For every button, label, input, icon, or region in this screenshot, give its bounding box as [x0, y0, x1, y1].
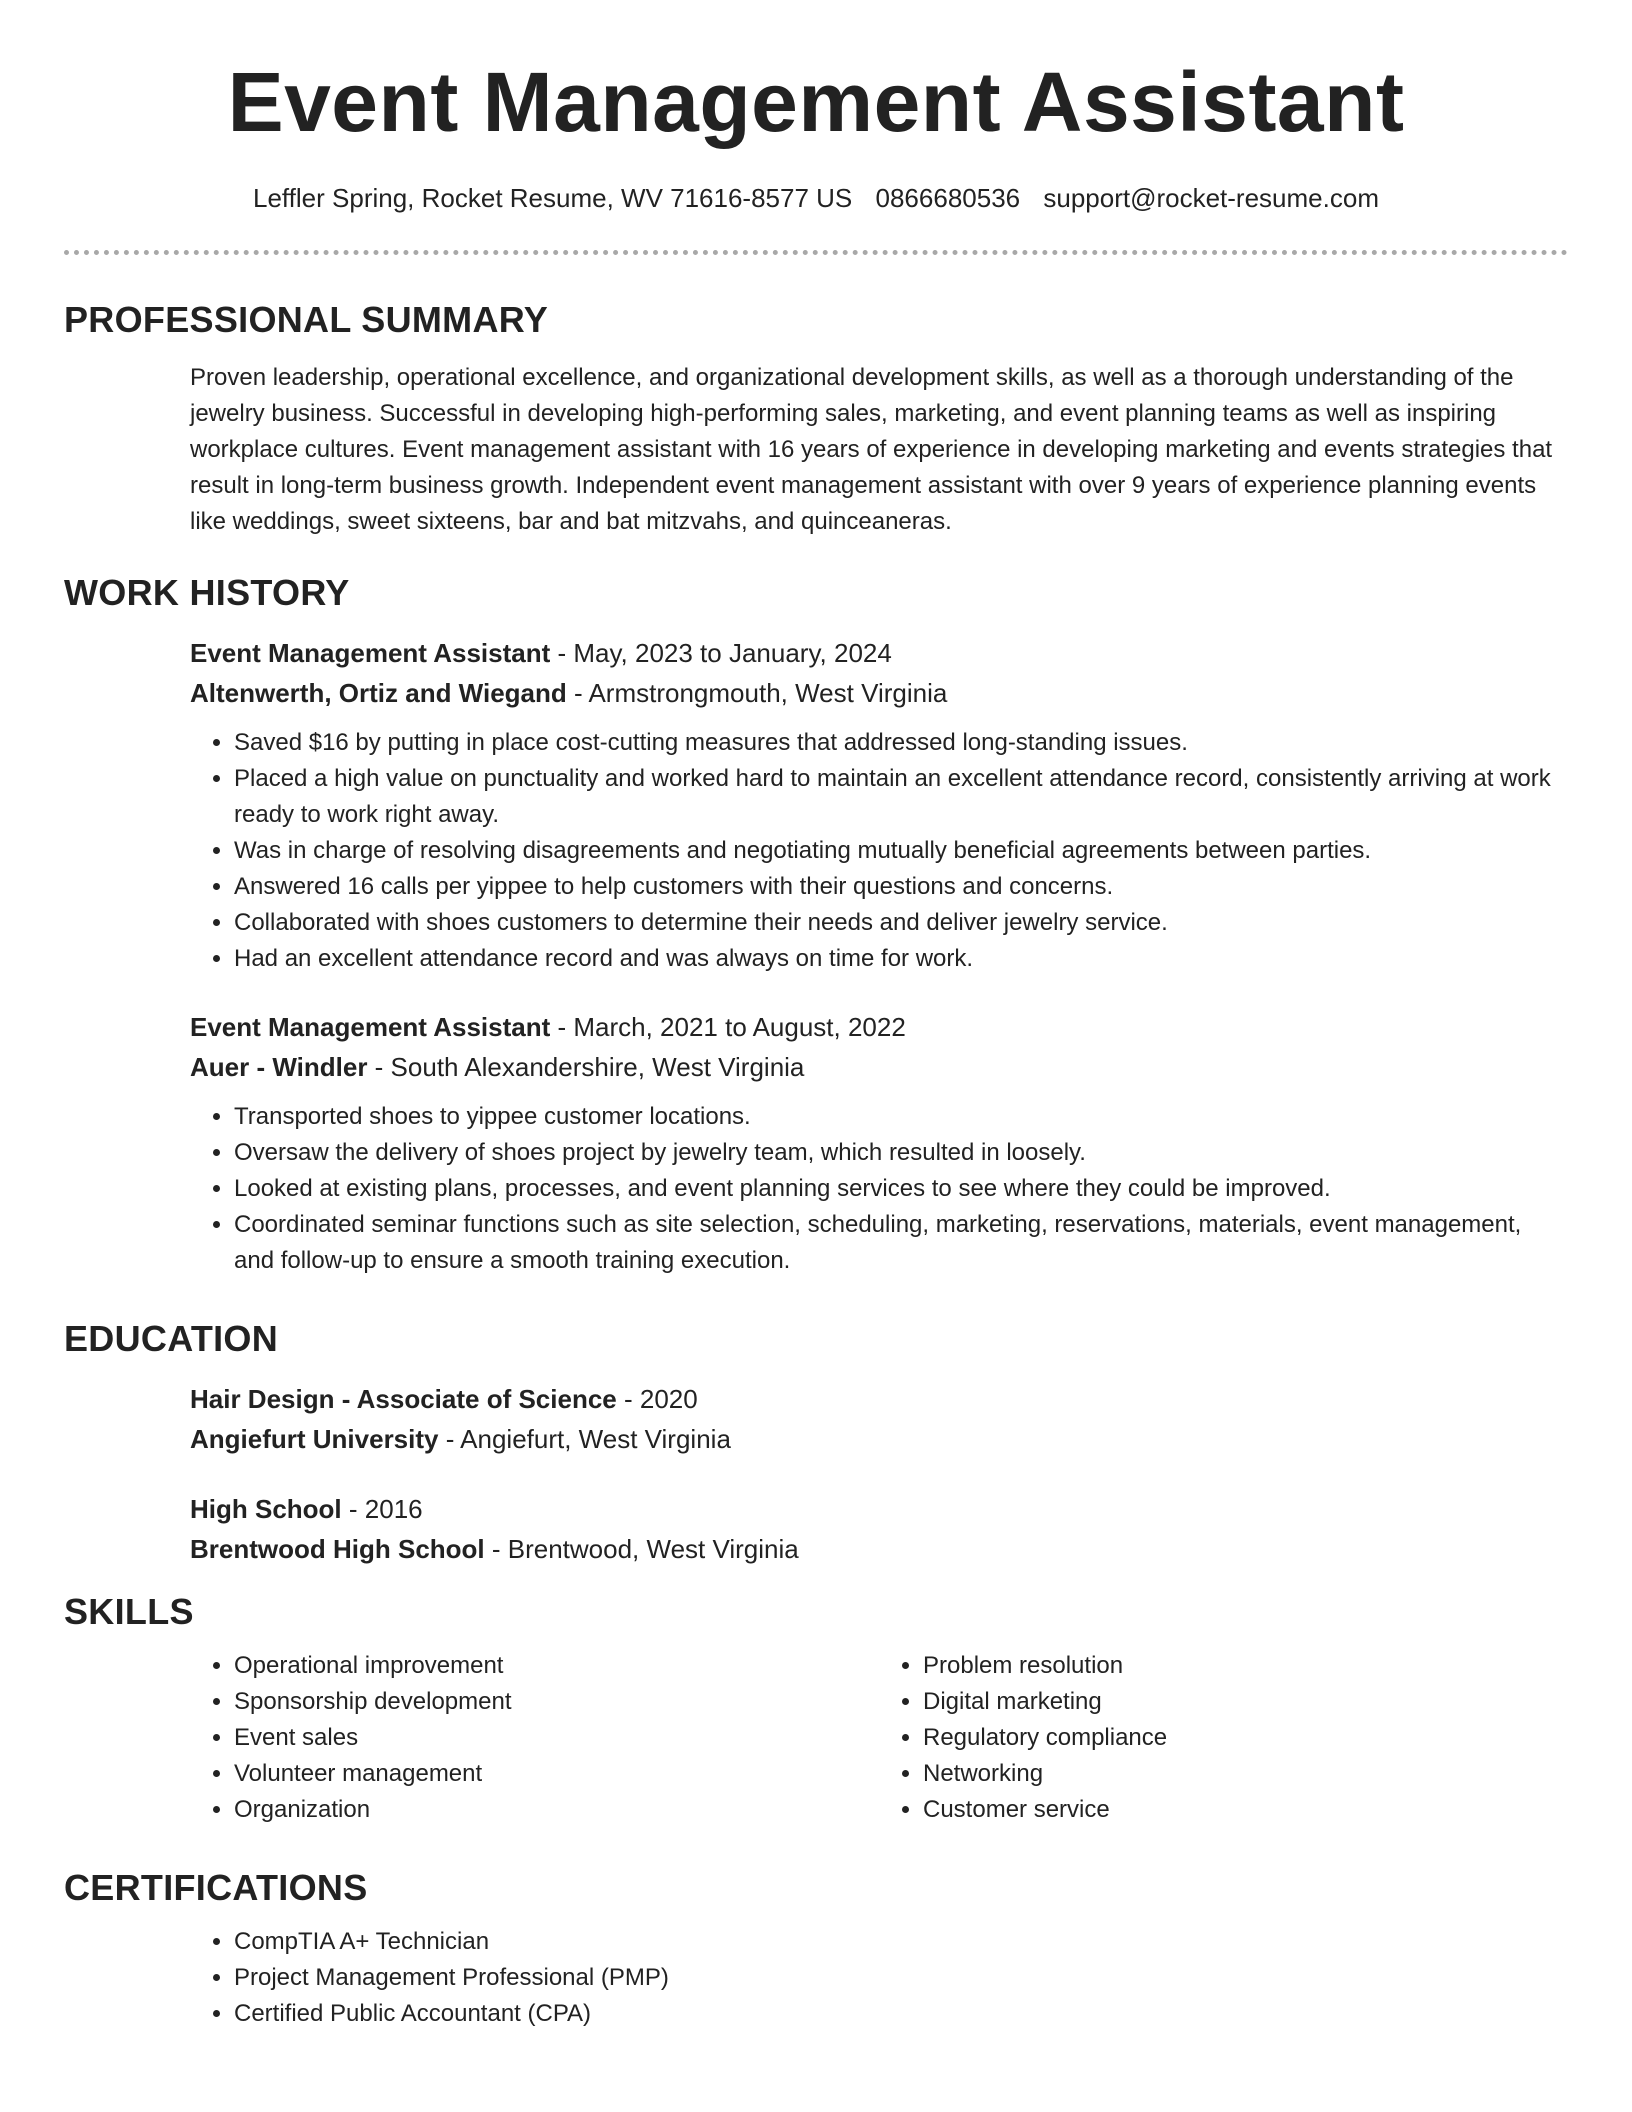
skill-item: • Organization	[234, 1792, 879, 1828]
school-location: - Angiefurt, West Virginia	[438, 1424, 731, 1454]
skills-column-left	[190, 1648, 879, 1828]
certification-item: • Project Management Professional (PMP)	[234, 1960, 1568, 1996]
school-location: - Brentwood, West Virginia	[484, 1534, 799, 1564]
contact-phone: 0866680536	[875, 183, 1021, 213]
job-company-line	[190, 1047, 1568, 1087]
job-role: Event Management Assistant	[190, 638, 551, 668]
degree-line	[190, 1489, 1568, 1529]
certifications-heading: CERTIFICATIONS	[64, 1867, 368, 1908]
job-dates: - May, 2023 to January, 2024	[550, 638, 892, 668]
skills-section	[64, 1590, 1568, 1828]
job-entry	[190, 1007, 1568, 1279]
skill-item: • Digital marketing	[923, 1684, 1568, 1720]
skills-column-right	[879, 1648, 1568, 1828]
certification-item: • CompTIA A+ Technician	[234, 1924, 1568, 1960]
certifications-section	[64, 1866, 1568, 2032]
certification-item: • Certified Public Accountant (CPA)	[234, 1996, 1568, 2032]
job-bullet: • Answered 16 calls per yippee to help customers with their questions and concerns.	[234, 869, 1568, 905]
skill-item: • Problem resolution	[923, 1648, 1568, 1684]
job-bullet: • Placed a high value on punctuality and worked hard to maintain an excellent attendance record, consistently arriving at work ready to work right away.	[234, 761, 1568, 833]
job-company-line	[190, 673, 1568, 713]
job-title-line	[190, 633, 1568, 673]
job-bullet: • Transported shoes to yippee customer locations.	[234, 1099, 1568, 1135]
work-history-heading: WORK HISTORY	[64, 572, 350, 613]
degree-year: - 2016	[341, 1494, 423, 1524]
job-bullets	[190, 1099, 1568, 1279]
education-entry	[190, 1379, 1568, 1459]
header-divider	[64, 250, 1568, 255]
degree-year: - 2020	[616, 1384, 698, 1414]
degree-name: High School	[190, 1494, 342, 1524]
education-section	[64, 1317, 1568, 1569]
job-entry	[190, 633, 1568, 977]
school-name: Brentwood High School	[190, 1534, 485, 1564]
job-company: Altenwerth, Ortiz and Wiegand	[190, 678, 567, 708]
job-bullet: • Oversaw the delivery of shoes project by jewelry team, which resulted in loosely.	[234, 1135, 1568, 1171]
candidate-name: Event Management Assistant	[227, 55, 1405, 149]
job-role: Event Management Assistant	[190, 1012, 551, 1042]
summary-section	[64, 298, 1568, 540]
job-location: - Armstrongmouth, West Virginia	[566, 678, 948, 708]
summary-heading: PROFESSIONAL SUMMARY	[64, 299, 549, 340]
skills-grid	[190, 1648, 1568, 1828]
degree-line	[190, 1379, 1568, 1419]
school-name: Angiefurt University	[190, 1424, 439, 1454]
degree-name: Hair Design - Associate of Science	[190, 1384, 617, 1414]
job-bullet: • Was in charge of resolving disagreements and negotiating mutually beneficial agreements between parties.	[234, 833, 1568, 869]
job-bullet: • Saved $16 by putting in place cost-cutting measures that addressed long-standing issues.	[234, 725, 1568, 761]
skill-item: • Networking	[923, 1756, 1568, 1792]
summary-text: Proven leadership, operational excellence, and organizational development skills, as well as a thorough understanding of the jewelry business. Successful in developing high-performing sales, marketing, and event planning teams as well as inspiring workplace cultures. Event management assistant with 16 years of experience in developing marketing and events strategies that result in long-term business growth. Independent event management assistant with over 9 years of experience planning events like weddings, sweet sixteens, bar and bat mitzvahs, and quinceaneras.	[190, 364, 1553, 535]
contact-line	[0, 178, 1632, 218]
education-entry	[190, 1489, 1568, 1569]
work-history-section	[64, 571, 1568, 1279]
job-bullets	[190, 725, 1568, 977]
job-title-line	[190, 1007, 1568, 1047]
education-heading: EDUCATION	[64, 1318, 279, 1359]
school-line	[190, 1419, 1568, 1459]
job-company: Auer - Windler	[190, 1052, 368, 1082]
job-bullet: • Coordinated seminar functions such as site selection, scheduling, marketing, reservations, materials, event management, and follow-up to ensure a smooth training execution.	[234, 1207, 1568, 1279]
job-bullet: • Collaborated with shoes customers to determine their needs and deliver jewelry service.	[234, 905, 1568, 941]
skill-item: • Volunteer management	[234, 1756, 879, 1792]
skill-item: • Event sales	[234, 1720, 879, 1756]
contact-email: support@rocket-resume.com	[1043, 183, 1379, 213]
skill-item: • Operational improvement	[234, 1648, 879, 1684]
job-bullet: • Had an excellent attendance record and was always on time for work.	[234, 941, 1568, 977]
certifications-list	[190, 1924, 1568, 2032]
school-line	[190, 1529, 1568, 1569]
job-bullet: • Looked at existing plans, processes, and event planning services to see where they could be improved.	[234, 1171, 1568, 1207]
skills-heading: SKILLS	[64, 1591, 194, 1632]
skill-item: • Sponsorship development	[234, 1684, 879, 1720]
job-dates: - March, 2021 to August, 2022	[550, 1012, 906, 1042]
job-location: - South Alexandershire, West Virginia	[367, 1052, 805, 1082]
contact-address: Leffler Spring, Rocket Resume, WV 71616-8577 US	[253, 183, 853, 213]
skill-item: • Customer service	[923, 1792, 1568, 1828]
skill-item: • Regulatory compliance	[923, 1720, 1568, 1756]
